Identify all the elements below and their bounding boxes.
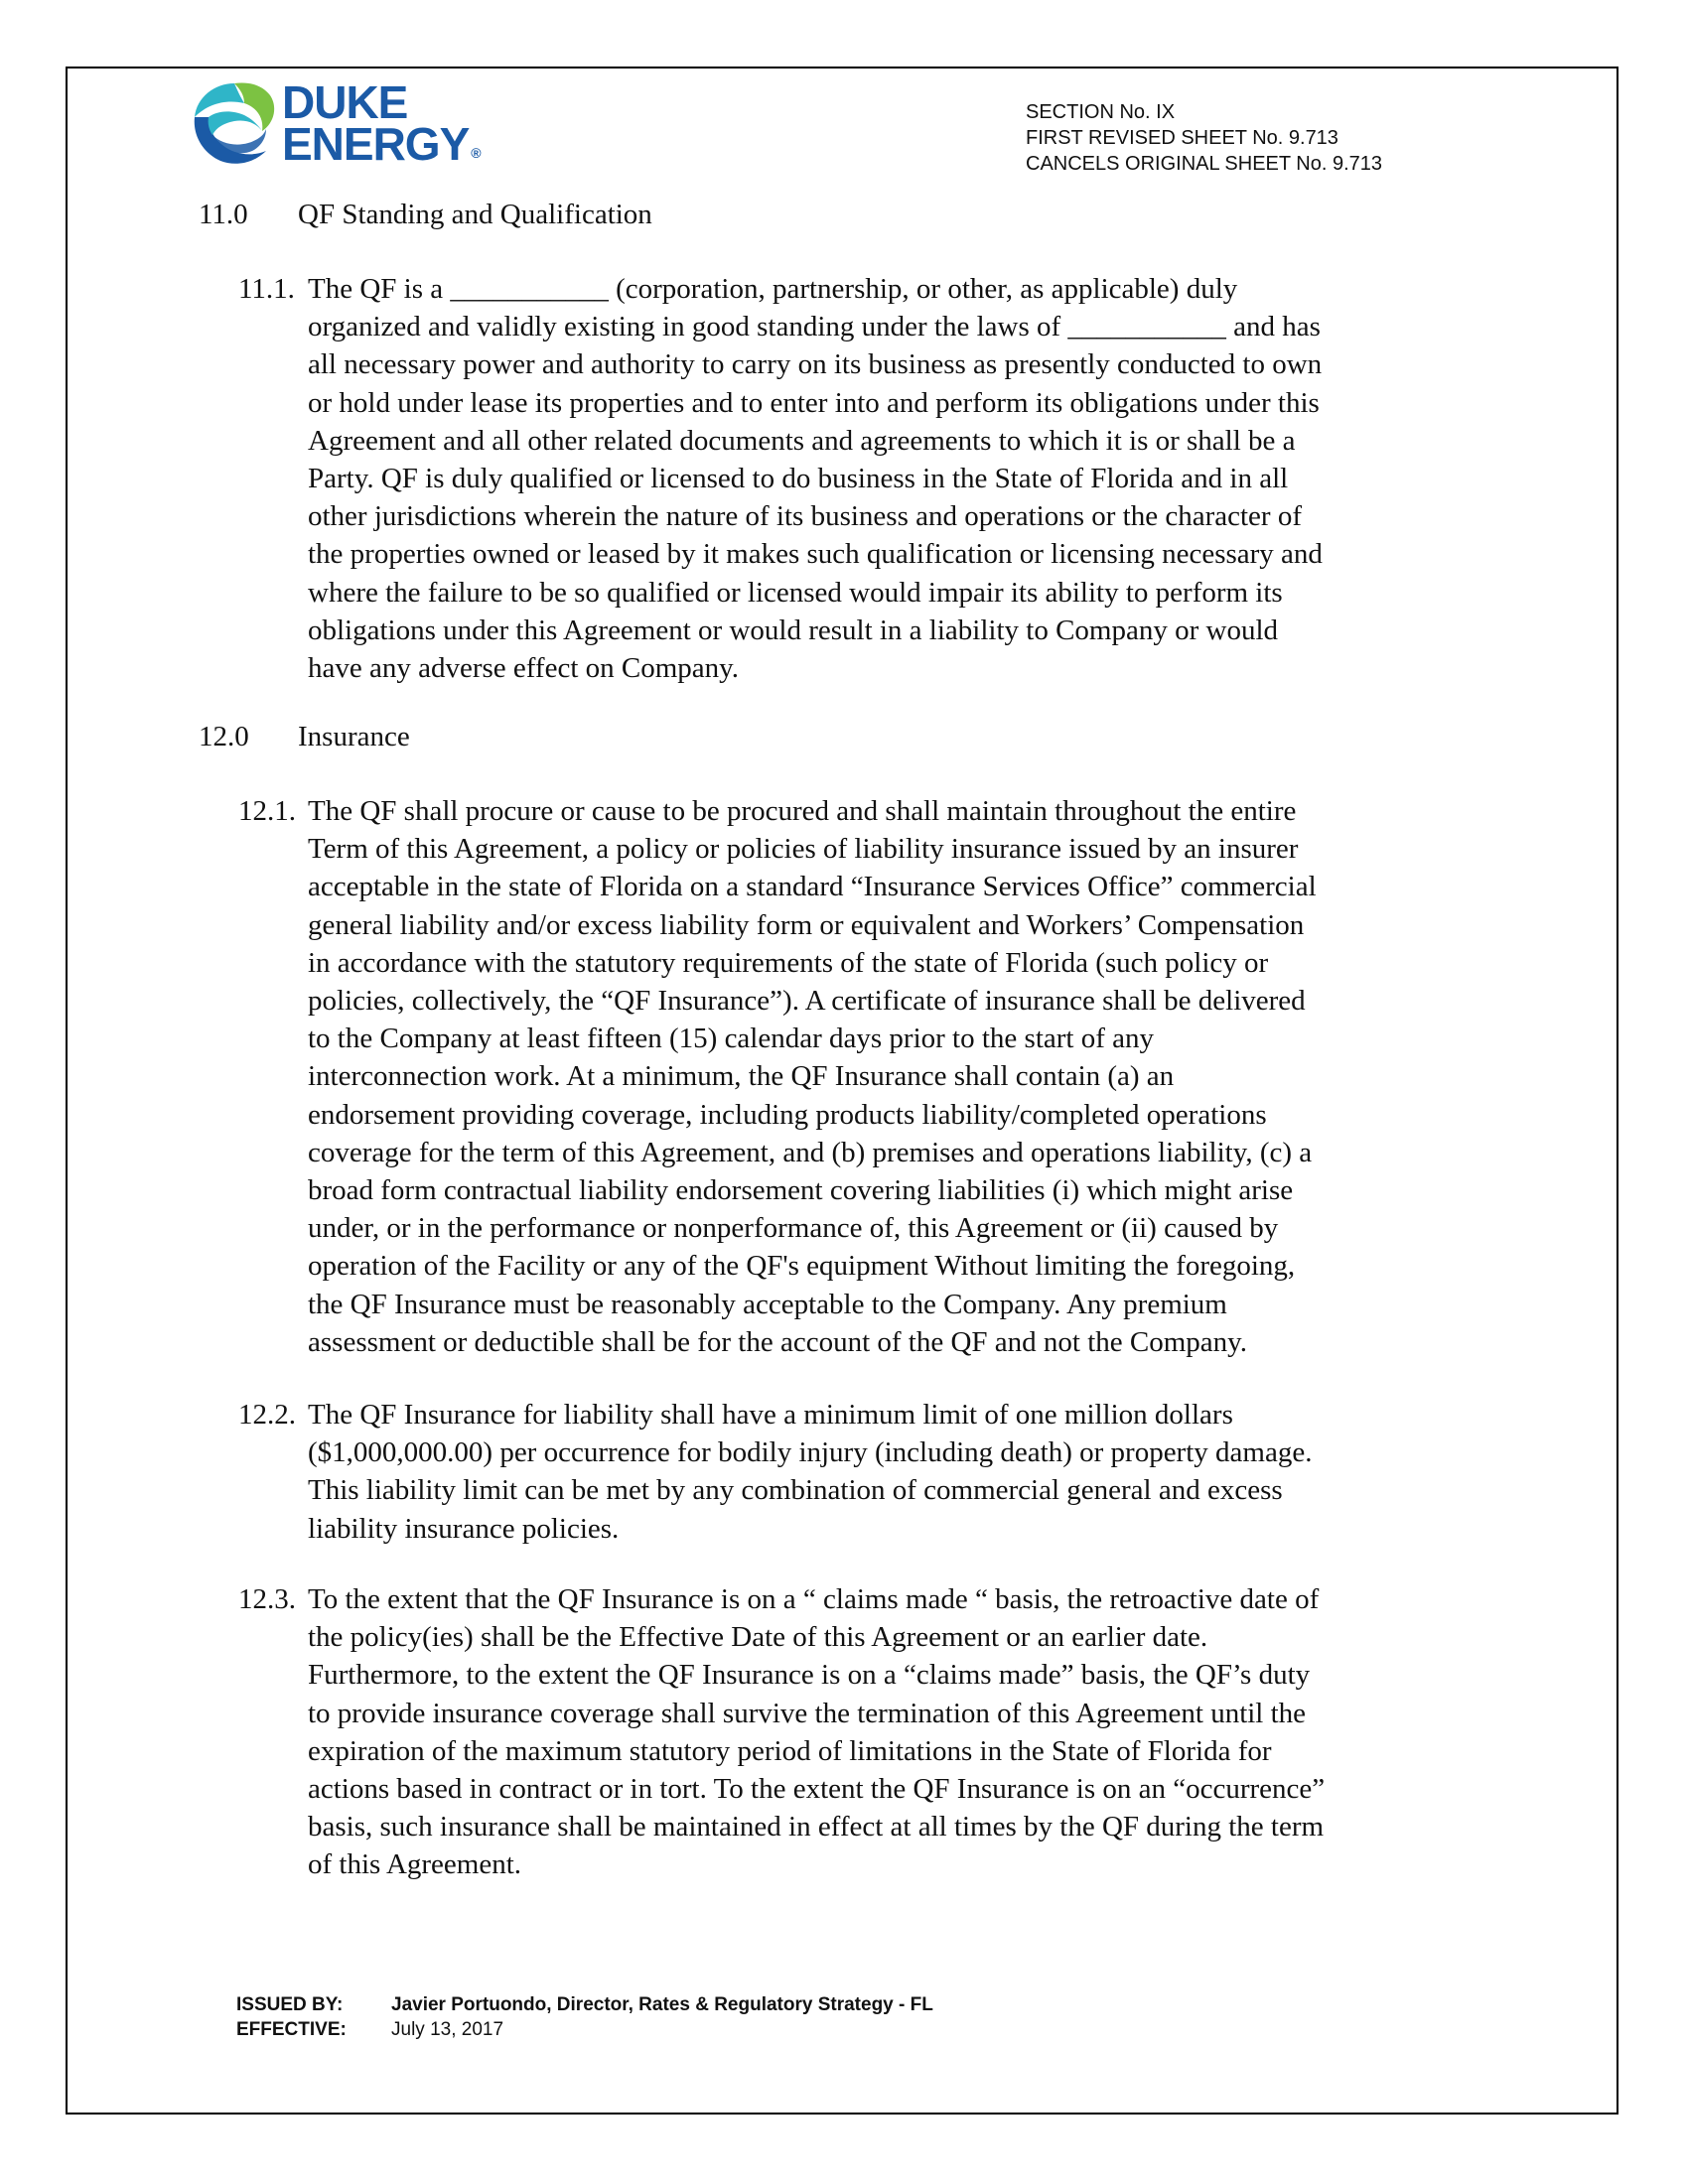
- paragraph-number: 12.1.: [238, 795, 296, 827]
- effective-label: EFFECTIVE:: [236, 2019, 347, 2040]
- issued-by-label: ISSUED BY:: [236, 1994, 344, 2015]
- paragraph-number: 12.3.: [238, 1583, 296, 1615]
- section-title-12: Insurance: [298, 721, 410, 752]
- section-heading-11: [199, 199, 652, 231]
- paragraph-line: general liability and/or excess liability form or equivalent and Workers’ Compensation: [308, 908, 1305, 941]
- paragraph-number: 11.1.: [238, 273, 295, 305]
- paragraph-line: assessment or deductible shall be for the account of the QF and not the Company.: [308, 1325, 1248, 1358]
- paragraph-line: the properties owned or leased by it makes such qualification or licensing necessary and: [308, 538, 1323, 571]
- paragraph-line: This liability limit can be met by any combination of commercial general and excess: [308, 1474, 1283, 1507]
- duke-energy-logo: [187, 76, 481, 177]
- paragraph-line: operation of the Facility or any of the QF's equipment Without limiting the foregoing,: [308, 1250, 1296, 1283]
- paragraph-line: ($1,000,000.00) per occurrence for bodily injury (including death) or property damage.: [308, 1436, 1313, 1469]
- paragraph-line: coverage for the term of this Agreement, and (b) premises and operations liability, (c) a: [308, 1136, 1313, 1168]
- paragraph-line: acceptable in the state of Florida on a standard “Insurance Services Office” commercial: [308, 871, 1317, 903]
- paragraph-line: organized and validly existing in good standing under the laws of ___________ and has: [308, 311, 1321, 343]
- paragraph-line: Term of this Agreement, a policy or policies of liability insurance issued by an insurer: [308, 833, 1299, 866]
- effective-row: [236, 2017, 933, 2042]
- paragraph-line: Party. QF is duly qualified or licensed to do business in the State of Florida and in all: [308, 463, 1289, 495]
- logo-line2: ENERGY: [282, 118, 470, 170]
- footer: [236, 1992, 933, 2042]
- logo-line1: DUKE: [282, 76, 408, 128]
- logo-registered-mark: ®: [471, 145, 481, 161]
- paragraph-line: or hold under lease its properties and to enter into and perform its obligations under this: [308, 386, 1320, 419]
- section-number-12: 12.0: [199, 721, 249, 752]
- paragraph-12-1: [238, 792, 1509, 1361]
- paragraph-line: all necessary power and authority to carry on its business as presently conducted to own: [308, 348, 1323, 381]
- paragraph-number: 12.2.: [238, 1399, 296, 1431]
- paragraph-line: To the extent that the QF Insurance is on a “ claims made “ basis, the retroactive date of: [308, 1583, 1320, 1615]
- duke-energy-swirl-icon: [187, 77, 282, 173]
- paragraph-line: basis, such insurance shall be maintained in effect at all times by the QF during the term: [308, 1811, 1325, 1843]
- paragraph-line: Agreement and all other related documents and agreements to which it is or shall be a: [308, 424, 1296, 457]
- paragraph-line: the policy(ies) shall be the Effective Date of this Agreement or an earlier date.: [308, 1621, 1208, 1654]
- paragraph-line: obligations under this Agreement or would result in a liability to Company or would: [308, 614, 1279, 646]
- paragraph-line: policies, collectively, the “QF Insurance”). A certificate of insurance shall be delivered: [308, 985, 1306, 1018]
- paragraph-line: to provide insurance coverage shall survive the termination of this Agreement until the: [308, 1697, 1307, 1729]
- section-number-11: 11.0: [199, 199, 248, 230]
- section-title-11: QF Standing and Qualification: [298, 199, 652, 230]
- paragraph-line: where the failure to be so qualified or licensed would impair its ability to perform its: [308, 576, 1283, 609]
- paragraph-line: of this Agreement.: [308, 1848, 522, 1881]
- paragraph-line: The QF shall procure or cause to be procured and shall maintain throughout the entire: [308, 795, 1297, 827]
- paragraph-line: The QF is a ___________ (corporation, partnership, or other, as applicable) duly: [308, 273, 1238, 305]
- cancels-sheet: CANCELS ORIGINAL SHEET No. 9.713: [1026, 153, 1383, 175]
- paragraph-line: liability insurance policies.: [308, 1512, 620, 1545]
- paragraph-line: to the Company at least fifteen (15) calendar days prior to the start of any: [308, 1023, 1154, 1055]
- paragraph-line: other jurisdictions wherein the nature of its business and operations or the character of: [308, 500, 1302, 533]
- paragraph-line: actions based in contract or in tort. To the extent the QF Insurance is on an “occurrence”: [308, 1773, 1326, 1806]
- sheet-info: [1026, 99, 1382, 177]
- paragraph-line: the QF Insurance must be reasonably acceptable to the Company. Any premium: [308, 1288, 1227, 1320]
- paragraph-line: Furthermore, to the extent the QF Insurance is on a “claims made” basis, the QF’s duty: [308, 1659, 1311, 1692]
- section-number: SECTION No. IX: [1026, 101, 1176, 123]
- paragraph-12-3: [238, 1580, 1509, 1884]
- paragraph-line: under, or in the performance or nonperformance of, this Agreement or (ii) caused by: [308, 1212, 1279, 1245]
- revised-sheet: FIRST REVISED SHEET No. 9.713: [1026, 127, 1338, 149]
- paragraph-line: interconnection work. At a minimum, the QF Insurance shall contain (a) an: [308, 1060, 1175, 1093]
- paragraph-line: in accordance with the statutory requirements of the state of Florida (such policy or: [308, 946, 1269, 979]
- section-heading-12: [199, 721, 410, 753]
- issued-by-value: Javier Portuondo, Director, Rates & Regulatory Strategy - FL: [391, 1994, 933, 2015]
- paragraph-line: have any adverse effect on Company.: [308, 652, 740, 685]
- paragraph-line: The QF Insurance for liability shall have a minimum limit of one million dollars: [308, 1399, 1233, 1431]
- paragraph-line: endorsement providing coverage, including products liability/completed operations: [308, 1098, 1267, 1131]
- paragraph-12-2: [238, 1396, 1509, 1548]
- issued-by-row: [236, 1992, 933, 2017]
- paragraph-line: broad form contractual liability endorsement covering liabilities (i) which might arise: [308, 1174, 1294, 1207]
- paragraph-11-1: [238, 270, 1509, 687]
- paragraph-line: expiration of the maximum statutory period of limitations in the State of Florida for: [308, 1734, 1272, 1767]
- effective-value: July 13, 2017: [391, 2019, 504, 2040]
